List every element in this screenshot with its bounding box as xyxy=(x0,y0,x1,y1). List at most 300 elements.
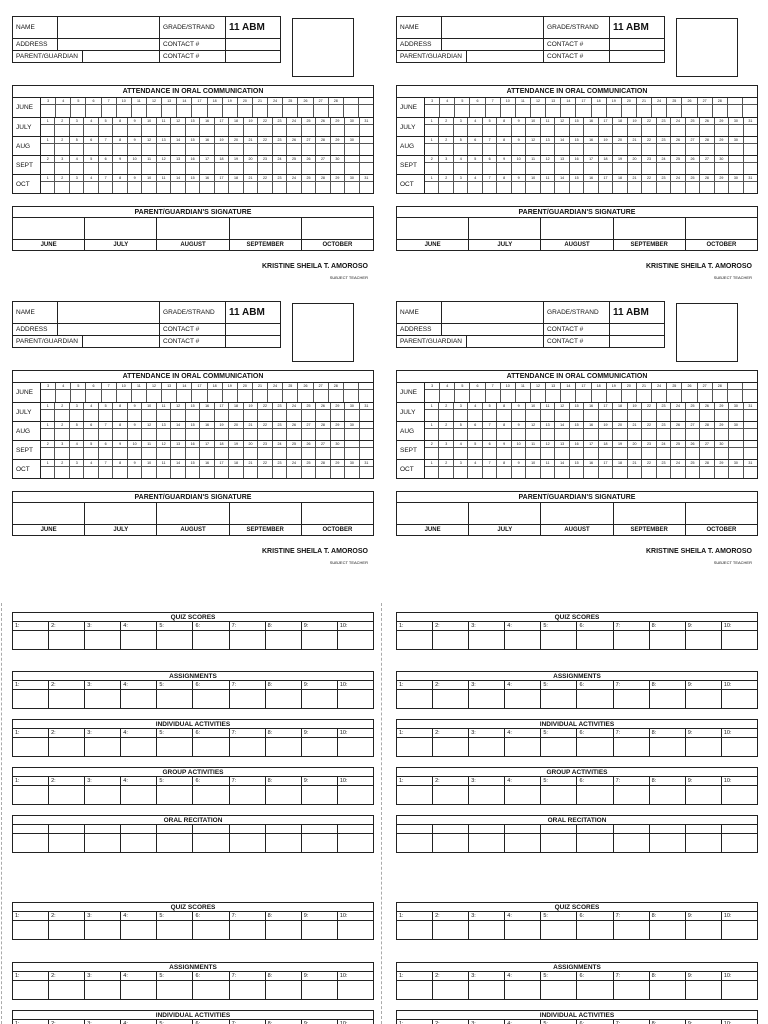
attendance-box[interactable] xyxy=(192,390,207,402)
score-box[interactable] xyxy=(230,631,266,649)
attendance-box[interactable] xyxy=(642,410,656,421)
attendance-box[interactable] xyxy=(128,163,142,174)
attendance-box[interactable] xyxy=(258,125,272,136)
score-box[interactable] xyxy=(650,834,686,852)
attendance-box[interactable] xyxy=(70,163,84,174)
attendance-box[interactable] xyxy=(628,467,642,478)
attendance-box[interactable] xyxy=(512,467,526,478)
attendance-box[interactable] xyxy=(686,163,700,174)
attendance-box[interactable] xyxy=(628,448,642,459)
attendance-box[interactable] xyxy=(713,105,728,117)
attendance-box[interactable] xyxy=(671,429,685,440)
attendance-box[interactable] xyxy=(584,467,598,478)
attendance-box[interactable] xyxy=(298,390,313,402)
score-box[interactable] xyxy=(338,981,373,999)
score-box[interactable] xyxy=(650,921,686,939)
attendance-box[interactable] xyxy=(186,429,200,440)
attendance-box[interactable] xyxy=(599,182,613,193)
attendance-box[interactable] xyxy=(576,105,591,117)
score-box[interactable] xyxy=(13,690,49,708)
attendance-box[interactable] xyxy=(287,125,301,136)
attendance-box[interactable] xyxy=(316,125,330,136)
score-box[interactable] xyxy=(49,921,85,939)
attendance-box[interactable] xyxy=(360,144,373,155)
attendance-box[interactable] xyxy=(41,105,56,117)
attendance-box[interactable] xyxy=(186,163,200,174)
attendance-box[interactable] xyxy=(657,410,671,421)
attendance-box[interactable] xyxy=(316,144,330,155)
attendance-box[interactable] xyxy=(743,105,757,117)
attendance-box[interactable] xyxy=(541,144,555,155)
attendance-box[interactable] xyxy=(715,429,729,440)
attendance-box[interactable] xyxy=(162,390,177,402)
score-box[interactable] xyxy=(85,981,121,999)
score-box[interactable] xyxy=(722,834,757,852)
attendance-box[interactable] xyxy=(700,410,714,421)
attendance-box[interactable] xyxy=(55,467,69,478)
score-box[interactable] xyxy=(121,921,157,939)
attendance-box[interactable] xyxy=(142,144,156,155)
attendance-box[interactable] xyxy=(729,163,743,174)
attendance-box[interactable] xyxy=(555,429,569,440)
attendance-box[interactable] xyxy=(71,390,86,402)
score-box[interactable] xyxy=(686,981,722,999)
score-box[interactable] xyxy=(577,981,613,999)
attendance-box[interactable] xyxy=(55,125,69,136)
attendance-box[interactable] xyxy=(273,163,287,174)
attendance-box[interactable] xyxy=(686,467,700,478)
score-box[interactable] xyxy=(397,981,433,999)
name-field[interactable] xyxy=(442,302,544,324)
score-box[interactable] xyxy=(614,921,650,939)
attendance-box[interactable] xyxy=(142,410,156,421)
score-box[interactable] xyxy=(469,981,505,999)
attendance-box[interactable] xyxy=(200,144,214,155)
attendance-box[interactable] xyxy=(744,467,757,478)
attendance-box[interactable] xyxy=(729,410,743,421)
attendance-box[interactable] xyxy=(273,429,287,440)
score-box[interactable] xyxy=(13,834,49,852)
attendance-box[interactable] xyxy=(546,390,561,402)
attendance-box[interactable] xyxy=(526,144,540,155)
attendance-box[interactable] xyxy=(570,410,584,421)
attendance-box[interactable] xyxy=(229,125,243,136)
attendance-box[interactable] xyxy=(71,105,86,117)
attendance-box[interactable] xyxy=(657,182,671,193)
attendance-box[interactable] xyxy=(84,144,98,155)
attendance-box[interactable] xyxy=(526,125,540,136)
score-box[interactable] xyxy=(614,738,650,756)
attendance-box[interactable] xyxy=(657,429,671,440)
attendance-box[interactable] xyxy=(331,163,345,174)
score-box[interactable] xyxy=(505,921,541,939)
attendance-box[interactable] xyxy=(41,163,55,174)
attendance-box[interactable] xyxy=(360,163,373,174)
attendance-box[interactable] xyxy=(345,448,359,459)
score-box[interactable] xyxy=(230,921,266,939)
score-box[interactable] xyxy=(157,786,193,804)
attendance-box[interactable] xyxy=(41,390,56,402)
attendance-box[interactable] xyxy=(637,105,652,117)
attendance-box[interactable] xyxy=(425,390,440,402)
attendance-box[interactable] xyxy=(483,163,497,174)
score-box[interactable] xyxy=(338,921,373,939)
score-box[interactable] xyxy=(338,631,373,649)
attendance-box[interactable] xyxy=(344,105,359,117)
score-box[interactable] xyxy=(469,834,505,852)
score-box[interactable] xyxy=(541,690,577,708)
score-box[interactable] xyxy=(577,738,613,756)
score-box[interactable] xyxy=(302,690,338,708)
attendance-box[interactable] xyxy=(215,429,229,440)
score-box[interactable] xyxy=(193,834,229,852)
attendance-box[interactable] xyxy=(613,144,627,155)
score-box[interactable] xyxy=(577,834,613,852)
attendance-box[interactable] xyxy=(541,429,555,440)
attendance-box[interactable] xyxy=(359,390,373,402)
attendance-box[interactable] xyxy=(599,125,613,136)
attendance-box[interactable] xyxy=(316,448,330,459)
attendance-box[interactable] xyxy=(657,448,671,459)
attendance-box[interactable] xyxy=(200,467,214,478)
score-box[interactable] xyxy=(541,786,577,804)
attendance-box[interactable] xyxy=(200,429,214,440)
attendance-box[interactable] xyxy=(132,390,147,402)
attendance-box[interactable] xyxy=(671,182,685,193)
attendance-box[interactable] xyxy=(186,410,200,421)
score-box[interactable] xyxy=(722,631,757,649)
attendance-box[interactable] xyxy=(331,182,345,193)
score-box[interactable] xyxy=(230,786,266,804)
attendance-box[interactable] xyxy=(171,467,185,478)
attendance-box[interactable] xyxy=(360,125,373,136)
attendance-box[interactable] xyxy=(84,467,98,478)
attendance-box[interactable] xyxy=(142,125,156,136)
score-box[interactable] xyxy=(614,631,650,649)
attendance-box[interactable] xyxy=(512,125,526,136)
attendance-box[interactable] xyxy=(55,448,69,459)
signature-box[interactable] xyxy=(541,503,613,524)
address-field[interactable] xyxy=(58,39,160,51)
attendance-box[interactable] xyxy=(628,410,642,421)
attendance-box[interactable] xyxy=(359,105,373,117)
attendance-box[interactable] xyxy=(314,105,329,117)
score-box[interactable] xyxy=(541,981,577,999)
score-box[interactable] xyxy=(193,981,229,999)
attendance-box[interactable] xyxy=(541,448,555,459)
attendance-box[interactable] xyxy=(628,163,642,174)
attendance-box[interactable] xyxy=(700,125,714,136)
attendance-box[interactable] xyxy=(425,448,439,459)
attendance-box[interactable] xyxy=(425,105,440,117)
attendance-box[interactable] xyxy=(570,163,584,174)
attendance-box[interactable] xyxy=(117,390,132,402)
attendance-box[interactable] xyxy=(200,125,214,136)
attendance-box[interactable] xyxy=(157,125,171,136)
attendance-box[interactable] xyxy=(497,125,511,136)
score-box[interactable] xyxy=(13,786,49,804)
attendance-box[interactable] xyxy=(599,467,613,478)
attendance-box[interactable] xyxy=(440,105,455,117)
attendance-box[interactable] xyxy=(331,410,345,421)
attendance-box[interactable] xyxy=(686,182,700,193)
attendance-box[interactable] xyxy=(729,448,743,459)
score-box[interactable] xyxy=(397,738,433,756)
attendance-box[interactable] xyxy=(743,390,757,402)
signature-box[interactable] xyxy=(397,218,469,239)
attendance-box[interactable] xyxy=(102,105,117,117)
attendance-box[interactable] xyxy=(468,163,482,174)
score-box[interactable] xyxy=(541,738,577,756)
attendance-box[interactable] xyxy=(512,410,526,421)
attendance-box[interactable] xyxy=(258,144,272,155)
attendance-box[interactable] xyxy=(584,144,598,155)
parent-field[interactable] xyxy=(467,51,544,63)
score-box[interactable] xyxy=(121,631,157,649)
attendance-box[interactable] xyxy=(439,125,453,136)
attendance-box[interactable] xyxy=(86,105,101,117)
attendance-box[interactable] xyxy=(84,448,98,459)
attendance-box[interactable] xyxy=(200,410,214,421)
attendance-box[interactable] xyxy=(283,105,298,117)
score-box[interactable] xyxy=(541,631,577,649)
attendance-box[interactable] xyxy=(497,429,511,440)
attendance-box[interactable] xyxy=(561,390,576,402)
attendance-box[interactable] xyxy=(171,429,185,440)
score-box[interactable] xyxy=(121,738,157,756)
attendance-box[interactable] xyxy=(215,182,229,193)
score-box[interactable] xyxy=(722,738,757,756)
attendance-box[interactable] xyxy=(128,467,142,478)
attendance-box[interactable] xyxy=(715,125,729,136)
score-box[interactable] xyxy=(614,690,650,708)
attendance-box[interactable] xyxy=(526,182,540,193)
score-box[interactable] xyxy=(433,834,469,852)
score-box[interactable] xyxy=(230,738,266,756)
attendance-box[interactable] xyxy=(486,105,501,117)
attendance-box[interactable] xyxy=(613,182,627,193)
attendance-box[interactable] xyxy=(99,182,113,193)
score-box[interactable] xyxy=(302,921,338,939)
attendance-box[interactable] xyxy=(652,390,667,402)
attendance-box[interactable] xyxy=(425,467,439,478)
attendance-box[interactable] xyxy=(728,105,743,117)
attendance-box[interactable] xyxy=(84,125,98,136)
attendance-box[interactable] xyxy=(468,182,482,193)
attendance-box[interactable] xyxy=(468,448,482,459)
attendance-box[interactable] xyxy=(302,125,316,136)
attendance-box[interactable] xyxy=(208,105,223,117)
signature-box[interactable] xyxy=(302,503,373,524)
attendance-box[interactable] xyxy=(84,410,98,421)
signature-box[interactable] xyxy=(614,503,686,524)
attendance-box[interactable] xyxy=(439,144,453,155)
attendance-box[interactable] xyxy=(56,105,71,117)
attendance-box[interactable] xyxy=(628,429,642,440)
attendance-box[interactable] xyxy=(244,125,258,136)
attendance-box[interactable] xyxy=(501,105,516,117)
attendance-box[interactable] xyxy=(142,429,156,440)
attendance-box[interactable] xyxy=(215,467,229,478)
attendance-box[interactable] xyxy=(541,182,555,193)
attendance-box[interactable] xyxy=(70,144,84,155)
attendance-box[interactable] xyxy=(642,125,656,136)
attendance-box[interactable] xyxy=(55,182,69,193)
attendance-box[interactable] xyxy=(99,410,113,421)
attendance-box[interactable] xyxy=(744,410,757,421)
attendance-box[interactable] xyxy=(526,429,540,440)
attendance-box[interactable] xyxy=(273,182,287,193)
attendance-box[interactable] xyxy=(628,182,642,193)
attendance-box[interactable] xyxy=(331,429,345,440)
attendance-box[interactable] xyxy=(287,467,301,478)
attendance-box[interactable] xyxy=(142,448,156,459)
attendance-box[interactable] xyxy=(113,467,127,478)
attendance-box[interactable] xyxy=(302,163,316,174)
attendance-box[interactable] xyxy=(439,429,453,440)
attendance-box[interactable] xyxy=(302,448,316,459)
attendance-box[interactable] xyxy=(628,125,642,136)
signature-box[interactable] xyxy=(230,218,302,239)
attendance-box[interactable] xyxy=(244,467,258,478)
attendance-box[interactable] xyxy=(555,410,569,421)
attendance-box[interactable] xyxy=(287,448,301,459)
score-box[interactable] xyxy=(121,786,157,804)
attendance-box[interactable] xyxy=(686,410,700,421)
attendance-box[interactable] xyxy=(570,144,584,155)
score-box[interactable] xyxy=(686,834,722,852)
attendance-box[interactable] xyxy=(541,163,555,174)
parent-field[interactable] xyxy=(83,51,160,63)
signature-box[interactable] xyxy=(85,503,157,524)
score-box[interactable] xyxy=(266,834,302,852)
attendance-box[interactable] xyxy=(186,144,200,155)
attendance-box[interactable] xyxy=(512,429,526,440)
attendance-box[interactable] xyxy=(715,182,729,193)
attendance-box[interactable] xyxy=(483,448,497,459)
attendance-box[interactable] xyxy=(729,182,743,193)
attendance-box[interactable] xyxy=(215,144,229,155)
attendance-box[interactable] xyxy=(331,467,345,478)
attendance-box[interactable] xyxy=(667,390,682,402)
score-box[interactable] xyxy=(85,921,121,939)
score-box[interactable] xyxy=(577,786,613,804)
attendance-box[interactable] xyxy=(208,390,223,402)
attendance-box[interactable] xyxy=(345,182,359,193)
attendance-box[interactable] xyxy=(501,390,516,402)
score-box[interactable] xyxy=(577,631,613,649)
score-box[interactable] xyxy=(193,786,229,804)
attendance-box[interactable] xyxy=(652,105,667,117)
attendance-box[interactable] xyxy=(223,390,238,402)
attendance-box[interactable] xyxy=(84,429,98,440)
attendance-box[interactable] xyxy=(316,410,330,421)
attendance-box[interactable] xyxy=(302,429,316,440)
attendance-box[interactable] xyxy=(344,390,359,402)
score-box[interactable] xyxy=(686,631,722,649)
attendance-box[interactable] xyxy=(200,448,214,459)
attendance-box[interactable] xyxy=(642,448,656,459)
score-box[interactable] xyxy=(722,690,757,708)
score-box[interactable] xyxy=(433,631,469,649)
attendance-box[interactable] xyxy=(345,410,359,421)
attendance-box[interactable] xyxy=(440,390,455,402)
attendance-box[interactable] xyxy=(70,467,84,478)
address-field[interactable] xyxy=(58,324,160,336)
attendance-box[interactable] xyxy=(744,163,757,174)
signature-box[interactable] xyxy=(614,218,686,239)
attendance-box[interactable] xyxy=(360,448,373,459)
contact-field[interactable] xyxy=(610,39,665,51)
attendance-box[interactable] xyxy=(142,182,156,193)
attendance-box[interactable] xyxy=(244,163,258,174)
score-box[interactable] xyxy=(650,738,686,756)
attendance-box[interactable] xyxy=(555,144,569,155)
attendance-box[interactable] xyxy=(526,163,540,174)
score-box[interactable] xyxy=(85,786,121,804)
attendance-box[interactable] xyxy=(526,448,540,459)
attendance-box[interactable] xyxy=(273,448,287,459)
attendance-box[interactable] xyxy=(287,163,301,174)
score-box[interactable] xyxy=(686,786,722,804)
attendance-box[interactable] xyxy=(599,410,613,421)
score-box[interactable] xyxy=(686,738,722,756)
name-field[interactable] xyxy=(58,302,160,324)
attendance-box[interactable] xyxy=(113,163,127,174)
attendance-box[interactable] xyxy=(468,429,482,440)
attendance-box[interactable] xyxy=(117,105,132,117)
score-box[interactable] xyxy=(505,738,541,756)
score-box[interactable] xyxy=(13,981,49,999)
attendance-box[interactable] xyxy=(607,390,622,402)
attendance-box[interactable] xyxy=(287,410,301,421)
attendance-box[interactable] xyxy=(599,163,613,174)
attendance-box[interactable] xyxy=(744,429,757,440)
attendance-box[interactable] xyxy=(686,448,700,459)
attendance-box[interactable] xyxy=(70,182,84,193)
attendance-box[interactable] xyxy=(468,125,482,136)
attendance-box[interactable] xyxy=(171,125,185,136)
attendance-box[interactable] xyxy=(497,144,511,155)
attendance-box[interactable] xyxy=(229,182,243,193)
attendance-box[interactable] xyxy=(584,163,598,174)
attendance-box[interactable] xyxy=(360,429,373,440)
score-box[interactable] xyxy=(13,631,49,649)
score-box[interactable] xyxy=(722,921,757,939)
score-box[interactable] xyxy=(157,690,193,708)
attendance-box[interactable] xyxy=(584,182,598,193)
score-box[interactable] xyxy=(433,981,469,999)
signature-box[interactable] xyxy=(157,218,229,239)
attendance-box[interactable] xyxy=(147,390,162,402)
score-box[interactable] xyxy=(157,921,193,939)
attendance-box[interactable] xyxy=(555,125,569,136)
attendance-box[interactable] xyxy=(329,105,344,117)
attendance-box[interactable] xyxy=(682,105,697,117)
attendance-box[interactable] xyxy=(316,467,330,478)
attendance-box[interactable] xyxy=(728,390,743,402)
attendance-box[interactable] xyxy=(555,467,569,478)
attendance-box[interactable] xyxy=(671,163,685,174)
attendance-box[interactable] xyxy=(698,105,713,117)
attendance-box[interactable] xyxy=(238,390,253,402)
attendance-box[interactable] xyxy=(223,105,238,117)
attendance-box[interactable] xyxy=(555,448,569,459)
attendance-box[interactable] xyxy=(439,163,453,174)
attendance-box[interactable] xyxy=(497,467,511,478)
attendance-box[interactable] xyxy=(253,105,268,117)
score-box[interactable] xyxy=(650,690,686,708)
